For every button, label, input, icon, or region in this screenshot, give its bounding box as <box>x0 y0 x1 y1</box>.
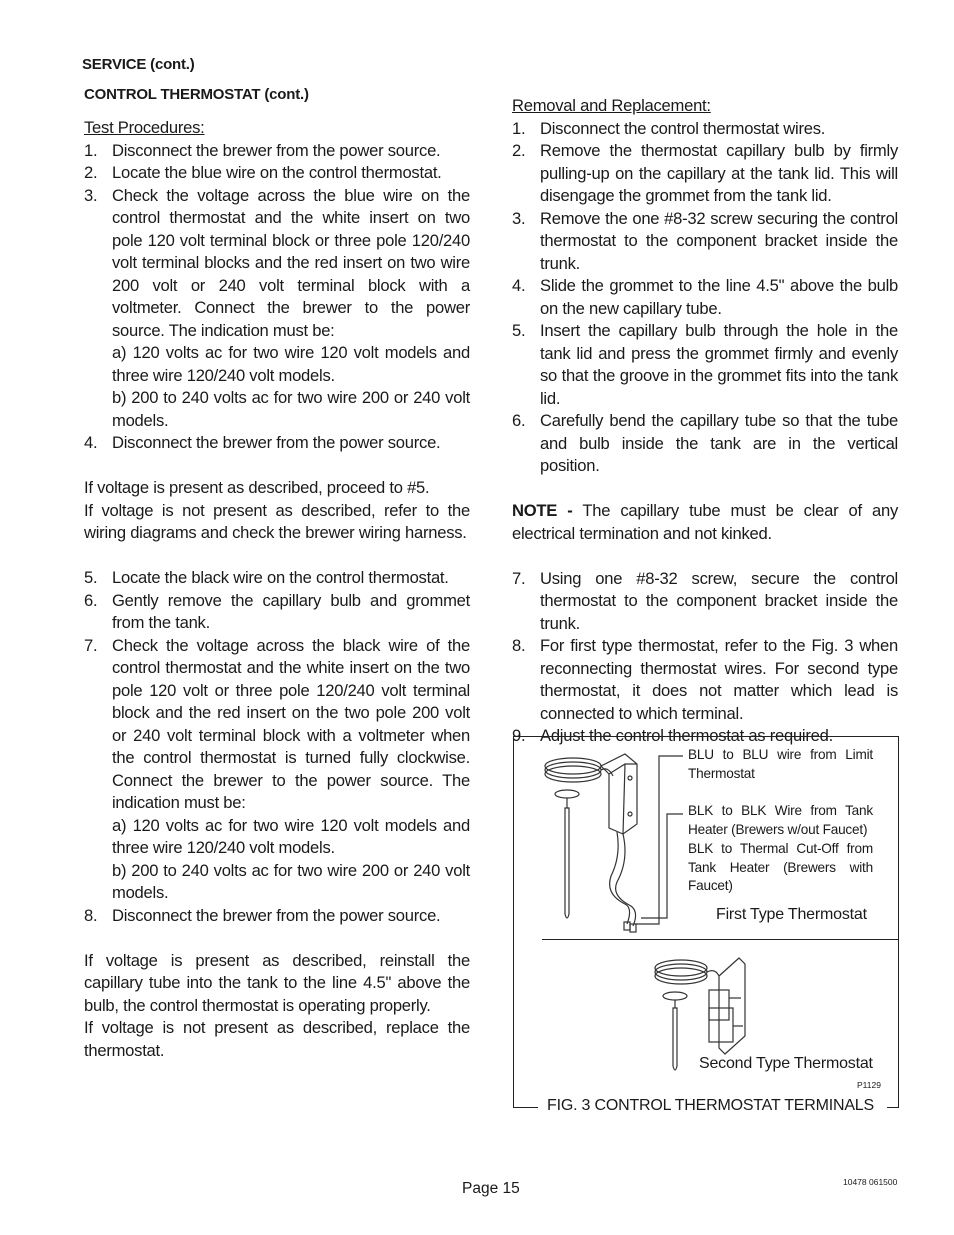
subsection-title: CONTROL THERMOSTAT (cont.) <box>84 86 309 103</box>
paragraph: If voltage is present as described, proceed to #5. <box>84 478 430 497</box>
list-item: 9. Adjust the control thermostat as required. <box>512 726 833 745</box>
removal-steps-b <box>512 568 898 748</box>
removal-heading: Removal and Replacement: <box>512 96 711 115</box>
figure-caption: FIG. 3 CONTROL THERMOSTAT TERMINALS <box>538 1097 883 1115</box>
list-item: 5. Insert the capillary bulb through the hole in the tank lid and press the grommet firmly and evenly so that the groove in the grommet fits into the tank lid. <box>512 321 898 408</box>
list-item: 5. Locate the black wire on the control thermostat. <box>84 568 449 587</box>
paragraph: If voltage is not present as described, refer to the wiring diagrams and check the brewer wiring harness. <box>84 500 470 542</box>
list-item: 2. Locate the blue wire on the control thermostat. <box>84 163 442 182</box>
test-steps-a <box>84 140 470 343</box>
note <box>512 500 898 545</box>
document-code: 10478 061500 <box>843 1177 898 1187</box>
list-item: 2. Remove the thermostat capillary bulb by firmly pulling-up on the capillary at the tank lid. This will disengage the grommet from the tank lid. <box>512 141 898 205</box>
list-item: 1. Disconnect the control thermostat wires. <box>512 118 826 138</box>
list-item: 6. Gently remove the capillary bulb and grommet from the tank. <box>84 590 470 632</box>
list-item: 7. Check the voltage across the black wire of the control thermostat and the white insert on the two pole 120 volt or three pole 120/240 volt terminal block and the red insert on the two pole 200 volt or 240 volt terminal block with a voltmeter when the control thermostat is turned fully clockwise. Connect the brewer to the power source. The indication must be: <box>84 635 470 812</box>
step3-option-b: b) 200 to 240 volts ac for two wire 200 or 240 volt models. <box>112 388 470 430</box>
figure-code: P1129 <box>857 1080 881 1090</box>
label-blk-wire-2: BLK to Thermal Cut-Off from Tank Heater (Brewers with Faucet) <box>688 841 873 894</box>
list-item: 4. Disconnect the brewer from the power source. <box>84 433 441 452</box>
first-type-label: First Type Thermostat <box>716 906 867 923</box>
step3-option-a: a) 120 volts ac for two wire 120 volt models and three wire 120/240 volt models. <box>112 343 470 385</box>
note-label: NOTE - <box>512 501 573 520</box>
list-item: 1. Disconnect the brewer from the power source. <box>84 140 441 160</box>
removal-steps-a <box>512 118 898 478</box>
page-number: Page 15 <box>462 1180 520 1197</box>
list-item: 3. Remove the one #8-32 screw securing the control thermostat to the component bracket inside the trunk. <box>512 208 898 273</box>
label-blu-wire: BLU to BLU wire from Limit Thermostat <box>688 747 873 781</box>
section-title: SERVICE (cont.) <box>82 56 195 73</box>
list-item: 6. Carefully bend the capillary tube so that the tube and bulb inside the tank are in the vertical position. <box>512 411 898 475</box>
list-item: 8. For first type thermostat, refer to the Fig. 3 when reconnecting thermostat wires. For second type thermostat, it does not matter which lead is connected to which terminal. <box>512 636 898 723</box>
list-item: 7. Using one #8-32 screw, secure the control thermostat to the component bracket inside the trunk. <box>512 568 898 633</box>
left-column <box>84 117 470 1062</box>
step7-option-a: a) 120 volts ac for two wire 120 volt models and three wire 120/240 volt models. <box>112 815 470 857</box>
right-column <box>512 95 898 748</box>
list-item: 8. Disconnect the brewer from the power source. <box>84 905 441 925</box>
test-procedures-heading: Test Procedures: <box>84 118 205 137</box>
note-text: The capillary tube must be clear of any electrical termination and not kinked. <box>512 501 898 543</box>
list-item: 3. Check the voltage across the blue wire on the control thermostat and the white insert on two pole 120 volt terminal block or three pole 120/240 volt terminal blocks and the red insert on two wire 200 volt or 240 volt terminal block with a voltmeter. Connect the brewer to the power source. The indication must be: <box>84 185 470 340</box>
label-blk-wire-1: BLK to BLK Wire from Tank Heater (Brewers w/out Faucet) <box>688 803 873 837</box>
paragraph: If voltage is not present as described, replace the thermostat. <box>84 1018 470 1060</box>
test-steps-b <box>84 567 470 815</box>
paragraph: If voltage is present as described, reinstall the capillary tube into the tank to the line 4.5" above the bulb, the control thermostat is operating properly. <box>84 950 470 1015</box>
step7-option-b: b) 200 to 240 volts ac for two wire 200 or 240 volt models. <box>112 860 470 902</box>
list-item: 4. Slide the grommet to the line 4.5" above the bulb on the new capillary tube. <box>512 276 898 318</box>
second-type-label: Second Type Thermostat <box>699 1055 873 1072</box>
